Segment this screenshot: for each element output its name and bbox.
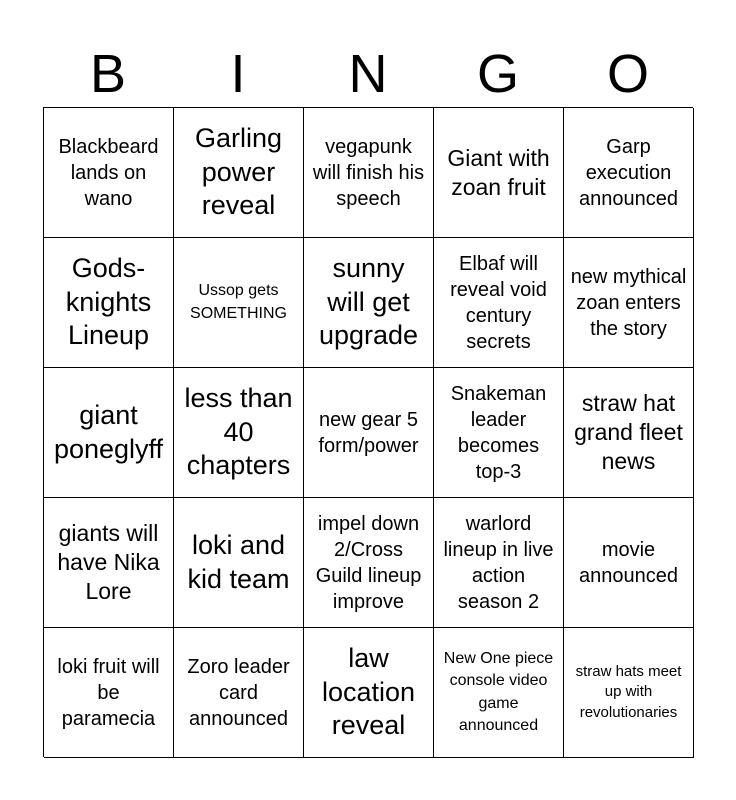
header-letter-b: B [89, 44, 127, 104]
header-letter-n: N [348, 44, 388, 104]
bingo-cell[interactable]: impel down 2/Cross Guild lineup improve [304, 498, 434, 628]
bingo-cell[interactable]: Giant with zoan fruit [434, 108, 564, 238]
bingo-cell[interactable]: loki fruit will be paramecia [44, 628, 174, 758]
bingo-cell[interactable]: Garp execution announced [564, 108, 694, 238]
bingo-cell[interactable]: straw hats meet up with revolutionaries [564, 628, 694, 758]
header-letter-g: G [476, 44, 519, 104]
bingo-cell[interactable]: Ussop gets SOMETHING [174, 238, 304, 368]
bingo-cell[interactable]: law location reveal [304, 628, 434, 758]
header-letter-o: O [606, 44, 649, 104]
bingo-cell[interactable]: Snakeman leader becomes top-3 [434, 368, 564, 498]
bingo-cell[interactable]: Elbaf will reveal void century secrets [434, 238, 564, 368]
bingo-cell[interactable]: New One piece console video game announced [434, 628, 564, 758]
bingo-header [43, 40, 693, 108]
bingo-cell[interactable]: movie announced [564, 498, 694, 628]
bingo-cell[interactable]: giants will have Nika Lore [44, 498, 174, 628]
bingo-cell[interactable]: Blackbeard lands on wano [44, 108, 174, 238]
bingo-cell[interactable]: new mythical zoan enters the story [564, 238, 694, 368]
bingo-board [43, 107, 693, 757]
bingo-cell[interactable]: Zoro leader card announced [174, 628, 304, 758]
header-letter-i: I [230, 44, 246, 104]
bingo-cell[interactable]: vegapunk will finish his speech [304, 108, 434, 238]
bingo-cell[interactable]: less than 40 chapters [174, 368, 304, 498]
bingo-cell[interactable]: Gods-knights Lineup [44, 238, 174, 368]
bingo-cell[interactable]: sunny will get upgrade [304, 238, 434, 368]
bingo-cell[interactable]: giant poneglyff [44, 368, 174, 498]
bingo-cell[interactable]: warlord lineup in live action season 2 [434, 498, 564, 628]
bingo-cell[interactable]: Garling power reveal [174, 108, 304, 238]
bingo-cell[interactable]: loki and kid team [174, 498, 304, 628]
bingo-cell[interactable]: new gear 5 form/power [304, 368, 434, 498]
bingo-cell[interactable]: straw hat grand fleet news [564, 368, 694, 498]
